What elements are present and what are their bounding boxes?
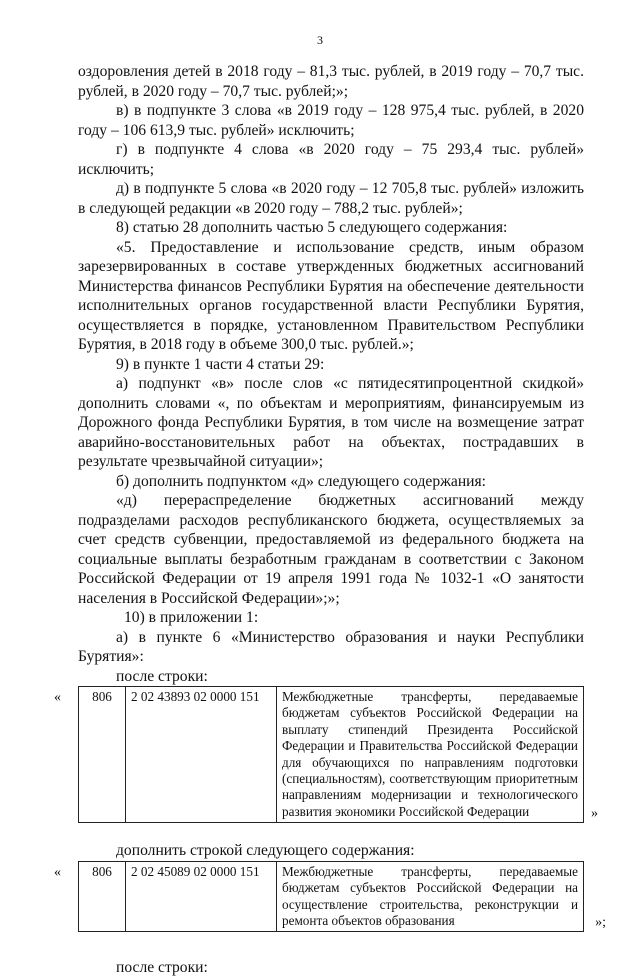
open-quote: « [54, 690, 61, 705]
budget-table-existing [54, 686, 598, 823]
close-quote: » [591, 805, 598, 821]
paragraph: а) подпункт «в» после слов «с пятидесятипроцентной скидкой» дополнить словами «, по объектам и мероприятиям, финансируемым из Дорожного фонда Республики Бурятия, в том числе на возмещение затрат аварийно-восстановительных работ на объектах, пострадавших в результате чрезвычайной ситуации»; [78, 375, 584, 470]
paragraph: после строки: [116, 959, 208, 977]
paragraph: дополнить строкой следующего содержания: [116, 842, 415, 860]
description-cell: Межбюджетные трансферты, передаваемые бюджетам субъектов Российской Федерации на выплату стипендий Президента Российской Федерации и Правительства Российской Федерации для обучающихся по направлениям подготовки (специальностям), соответствующим приоритетным направлениям модернизации и технологического развития экономики Российской Федерации [277, 687, 584, 823]
kbk-code-cell: 2 02 45089 02 0000 151 [126, 861, 277, 932]
paragraph: оздоровления детей в 2018 году – 81,3 тыс. рублей, в 2019 году – 70,7 тыс. рублей, в 2020 году – 70,7 тыс. рублей;»; [78, 63, 584, 100]
close-quote: »; [595, 914, 606, 930]
table-row [79, 687, 584, 823]
page-number: 3 [317, 33, 323, 47]
open-quote: « [54, 864, 61, 880]
paragraph: б) дополнить подпунктом «д» следующего содержания: [116, 472, 487, 490]
admin-code-cell: 806 [79, 861, 126, 932]
kbk-code-cell: 2 02 43893 02 0000 151 [126, 687, 277, 823]
paragraph: г) в подпункте 4 слова «в 2020 году – 75 293,4 тыс. рублей» исключить; [78, 141, 584, 178]
paragraph: в) в подпункте 3 слова «в 2019 году – 128 975,4 тыс. рублей, в 2020 году – 106 613,9 тыс. рублей» исключить; [78, 102, 584, 139]
paragraph: 10) в приложении 1: [124, 609, 259, 626]
document-body [54, 62, 606, 978]
description-cell: Межбюджетные трансферты, передаваемые бюджетам субъектов Российской Федерации на осуществление строительства, реконструкции и ремонта объектов образования [277, 861, 584, 932]
paragraph: «5. Предоставление и использование средств, иным образом зарезервированных в составе утвержденных бюджетных ассигнований Министерства финансов Республики Бурятия на обеспечение деятельности исполнительных органов государственной власти Республики Бурятия, осуществляется в порядке, установленном Правительством Республики Бурятия, в 2018 году в объеме 300,0 тыс. рублей.»; [78, 238, 584, 353]
paragraph: «д) перераспределение бюджетных ассигнований между подразделами расходов республиканского бюджета, осуществляемых за счет средств субвенции, предоставляемой из федерального бюджета на социальные выплаты безработным гражданам в соответствии с Законом Российской Федерации от 19 апреля 1991 года № 1032-1 «О занятости населения в Российской Федерации»;»; [78, 492, 584, 607]
paragraph: 8) статью 28 дополнить частью 5 следующего содержания: [116, 219, 508, 236]
budget-table-new [54, 861, 606, 933]
paragraph: после строки: [116, 667, 208, 685]
paragraph: д) в подпункте 5 слова «в 2020 году – 12 705,8 тыс. рублей» изложить в следующей редакции «в 2020 году – 788,2 тыс. рублей»; [78, 180, 584, 217]
paragraph: а) в пункте 6 «Министерство образования и науки Республики Бурятия»: [78, 628, 584, 665]
admin-code-cell: 806 [79, 687, 126, 823]
table-row [79, 861, 584, 932]
paragraph: 9) в пункте 1 части 4 статьи 29: [116, 355, 325, 373]
